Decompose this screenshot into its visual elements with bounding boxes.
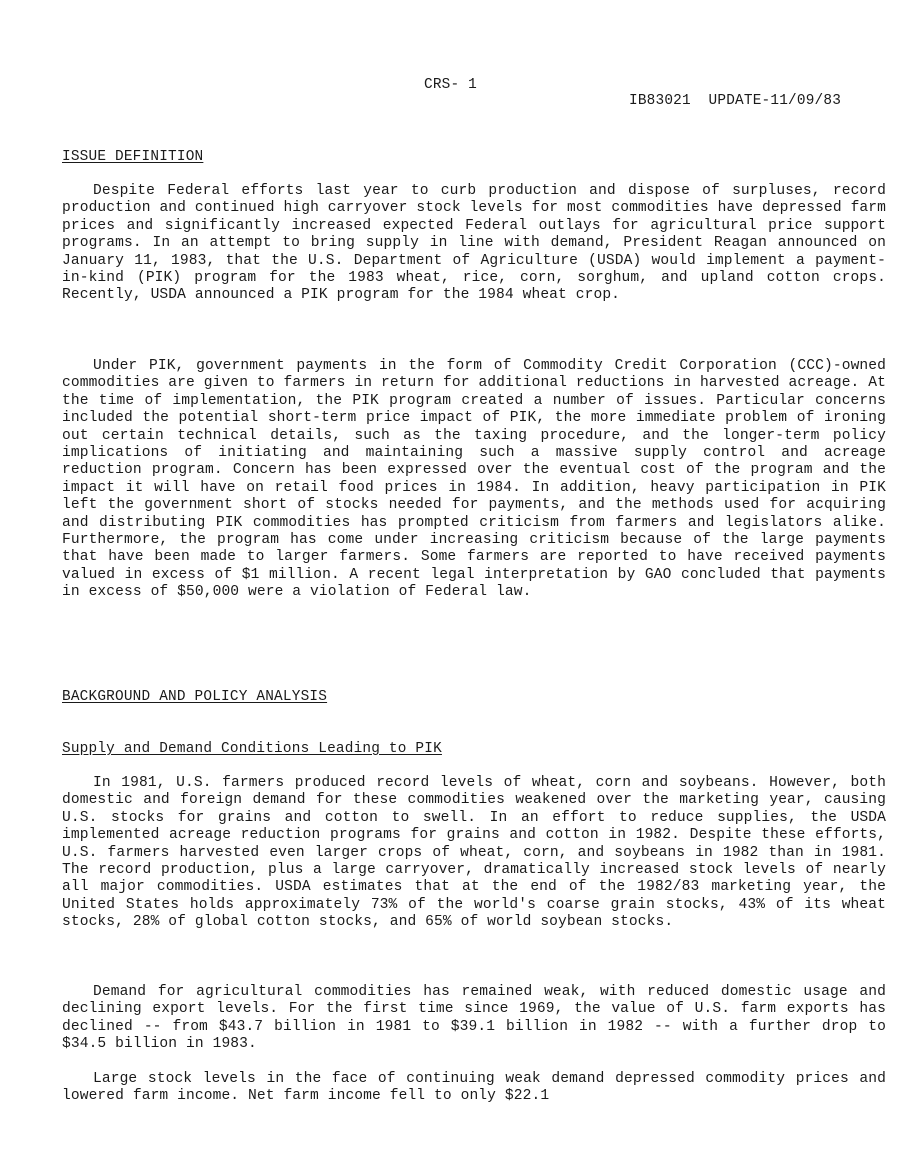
background-heading: BACKGROUND AND POLICY ANALYSIS	[62, 689, 328, 705]
issue-definition-paragraph-1: Despite Federal efforts last year to curb production and dispose of surpluses, record production and continued high carryover stock levels for most commodities have depressed farm prices and significantly increased expected Federal outlays for agricultural price support programs. In an attempt to bring supply in line with demand, President Reagan announced on January 11, 1983, that the U.S. Department of Agriculture (USDA) would implement a payment-in-kind (PIK) program for the 1983 wheat, rice, corn, sorghum, and upland cotton crops. Recently, USDA announced a PIK program for the 1984 wheat crop.	[62, 183, 886, 304]
page-header	[424, 61, 894, 125]
page-number: CRS- 1	[424, 77, 478, 93]
supply-demand-paragraph-1: In 1981, U.S. farmers produced record levels of wheat, corn and soybeans. However, both domestic and foreign demand for these commodities weakened over the marketing year, causing U.S. stocks for grains and cotton to swell. In an effort to reduce supplies, the USDA implemented acreage reduction programs for grains and cotton in 1982. Despite these efforts, U.S. farmers harvested even larger crops of wheat, corn, and soybeans in 1982 than in 1981. The record production, plus a large carryover, dramatically increased stock levels of nearly all major commodities. USDA estimates that at the end of the 1982/83 marketing year, the United States holds approximately 73% of the world's coarse grain stocks, 43% of its wheat stocks, 28% of global cotton stocks, and 65% of world soybean stocks.	[62, 775, 886, 931]
document-id: IB83021 UPDATE-11/09/83	[629, 93, 842, 109]
supply-demand-paragraph-3: Large stock levels in the face of continuing weak demand depressed commodity prices and lowered farm income. Net farm income fell to only $22.1	[62, 1071, 886, 1105]
supply-demand-heading: Supply and Demand Conditions Leading to PIK	[62, 741, 442, 757]
issue-definition-paragraph-2: Under PIK, government payments in the form of Commodity Credit Corporation (CCC)-owned commodities are given to farmers in return for additional reductions in harvested acreage. At the time of implementation, the PIK program created a number of issues. Particular concerns included the potential short-term price impact of PIK, the more immediate problem of ironing out certain technical details, such as the taxing procedure, and the longer-term policy implications of initiating and maintaining such a massive supply control and acreage reduction program. Concern has been expressed over the eventual cost of the program and the impact it will have on retail food prices in 1984. In addition, heavy participation in PIK left the government short of stocks needed for payments, and the methods used for acquiring and distributing PIK commodities has prompted criticism from farmers and legislators alike. Furthermore, the program has come under increasing criticism because of the large payments that have been made to larger farmers. Some farmers are reported to have received payments valued in excess of $1 million. A recent legal interpretation by GAO concluded that payments in excess of $50,000 were a violation of Federal law.	[62, 358, 886, 601]
supply-demand-paragraph-2: Demand for agricultural commodities has remained weak, with reduced domestic usage and declining export levels. For the first time since 1969, the value of U.S. farm exports has declined -- from $43.7 billion in 1981 to $39.1 billion in 1982 -- with a further drop to $34.5 billion in 1983.	[62, 984, 886, 1053]
issue-definition-heading: ISSUE DEFINITION	[62, 149, 204, 165]
